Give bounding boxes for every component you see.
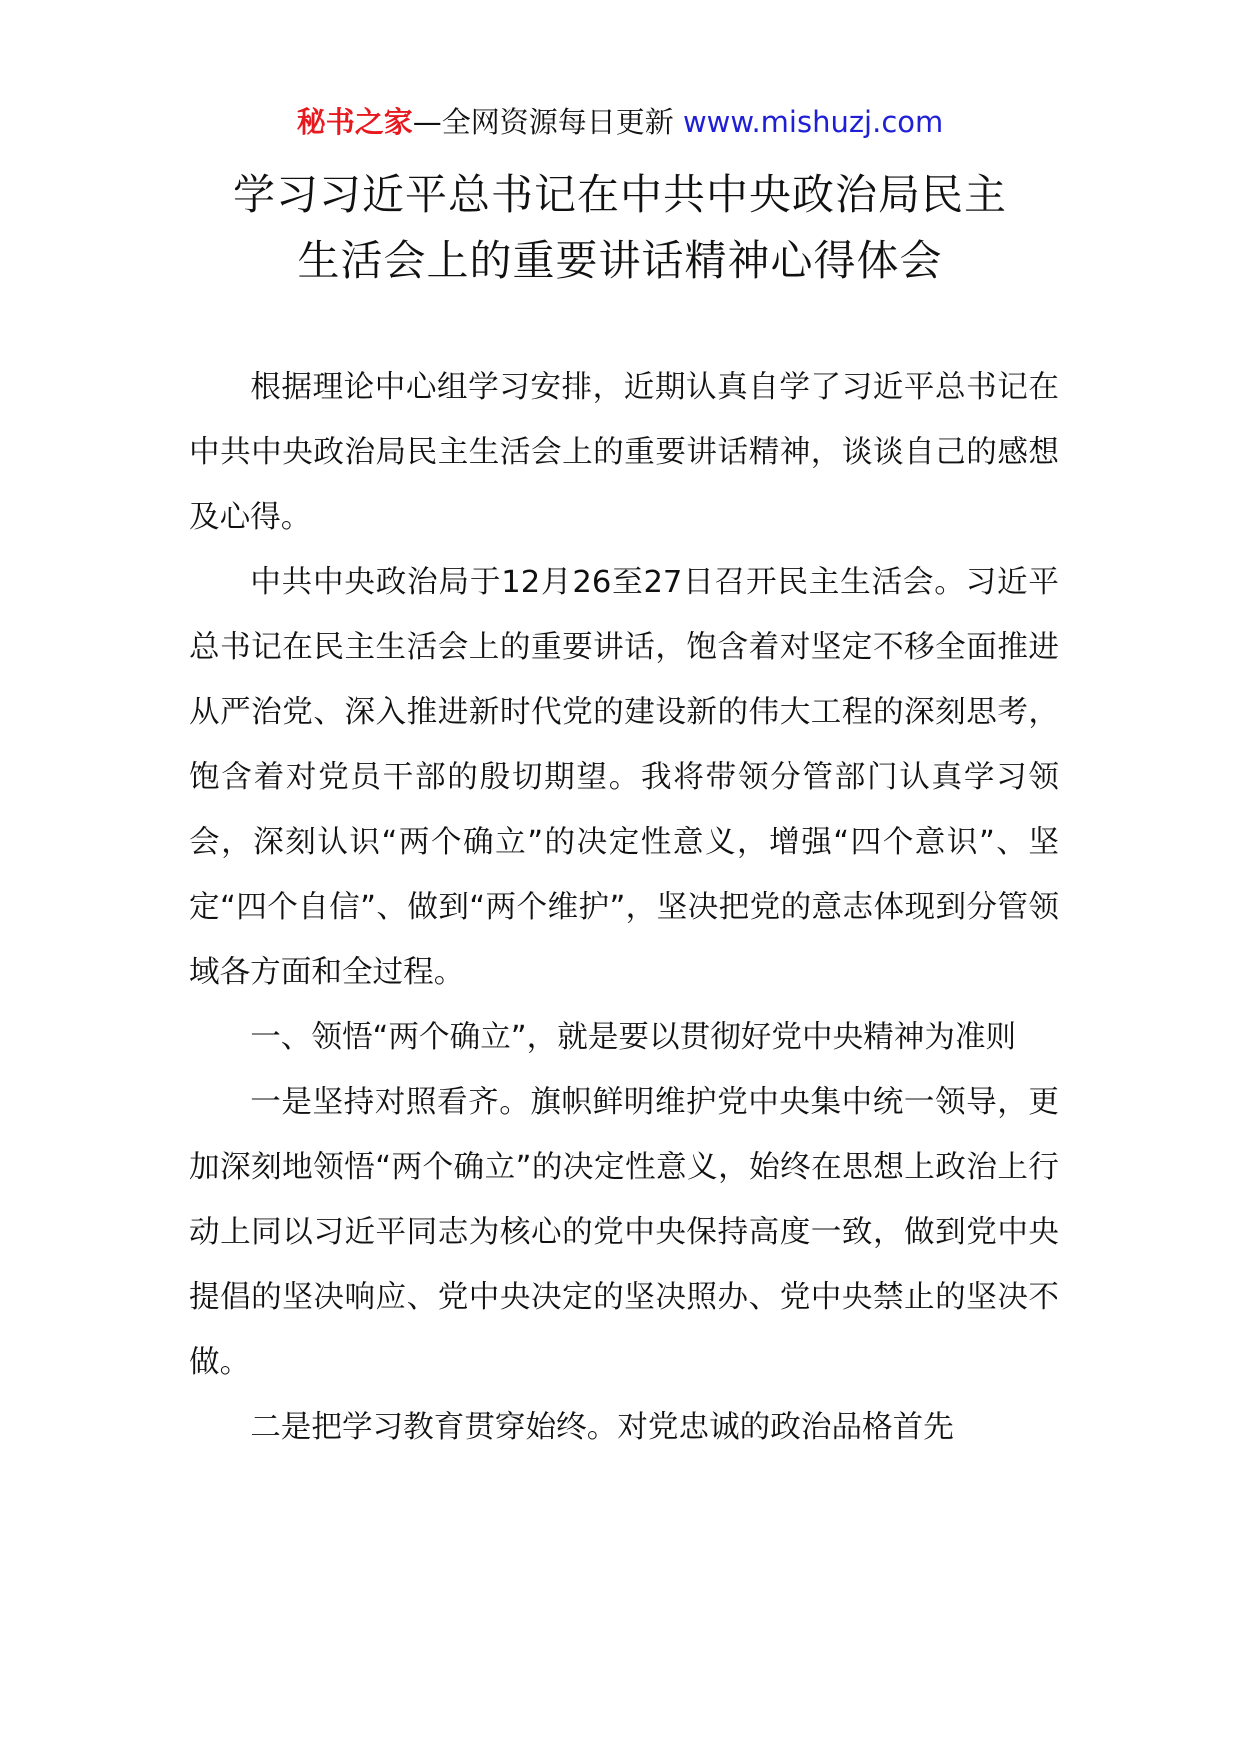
paragraph-intro: 根据理论中心组学习安排，近期认真自学了习近平总书记在中共中央政治局民主生活会上的重要讲话精神，谈谈自己的感想及心得。	[189, 370, 1059, 535]
header-tagline: —全网资源每日更新	[412, 105, 683, 139]
paragraph-point-1: 一是坚持对照看齐。旗帜鲜明维护党中央集中统一领导，更加深刻地领悟“两个确立”的决定性意义，始终在思想上政治上行动上同以习近平同志为核心的党中央保持高度一致，做到党中央提倡的坚决响应、党中央决定的坚决照办、党中央禁止的坚决不做。	[189, 1085, 1059, 1380]
document-body	[189, 355, 1059, 1460]
paragraph-point-2: 二是把学习教育贯穿始终。对党忠诚的政治品格首先	[250, 1410, 954, 1445]
section-heading-1: 一、领悟“两个确立”，就是要以贯彻好党中央精神为准则	[250, 1020, 1017, 1055]
title-line-2: 生活会上的重要讲话精神心得体会	[297, 236, 943, 285]
paragraph-background: 中共中央政治局于12月26至27日召开民主生活会。习近平总书记在民主生活会上的重要讲话，饱含着对坚定不移全面推进从严治党、深入推进新时代党的建设新的伟大工程的深刻思考，饱含着对党员干部的殷切期望。我将带领分管部门认真学习领会，深刻认识“两个确立”的决定性意义，增强“四个意识”、坚定“四个自信”、做到“两个维护”，坚决把党的意志体现到分管领域各方面和全过程。	[189, 565, 1059, 990]
title-line-1: 学习习近平总书记在中共中央政治局民主	[232, 170, 1007, 219]
site-url-link[interactable]: www.mishuzj.com	[682, 105, 944, 139]
site-header	[0, 100, 1240, 144]
brand-name: 秘书之家	[296, 105, 413, 139]
document-title	[0, 162, 1240, 294]
